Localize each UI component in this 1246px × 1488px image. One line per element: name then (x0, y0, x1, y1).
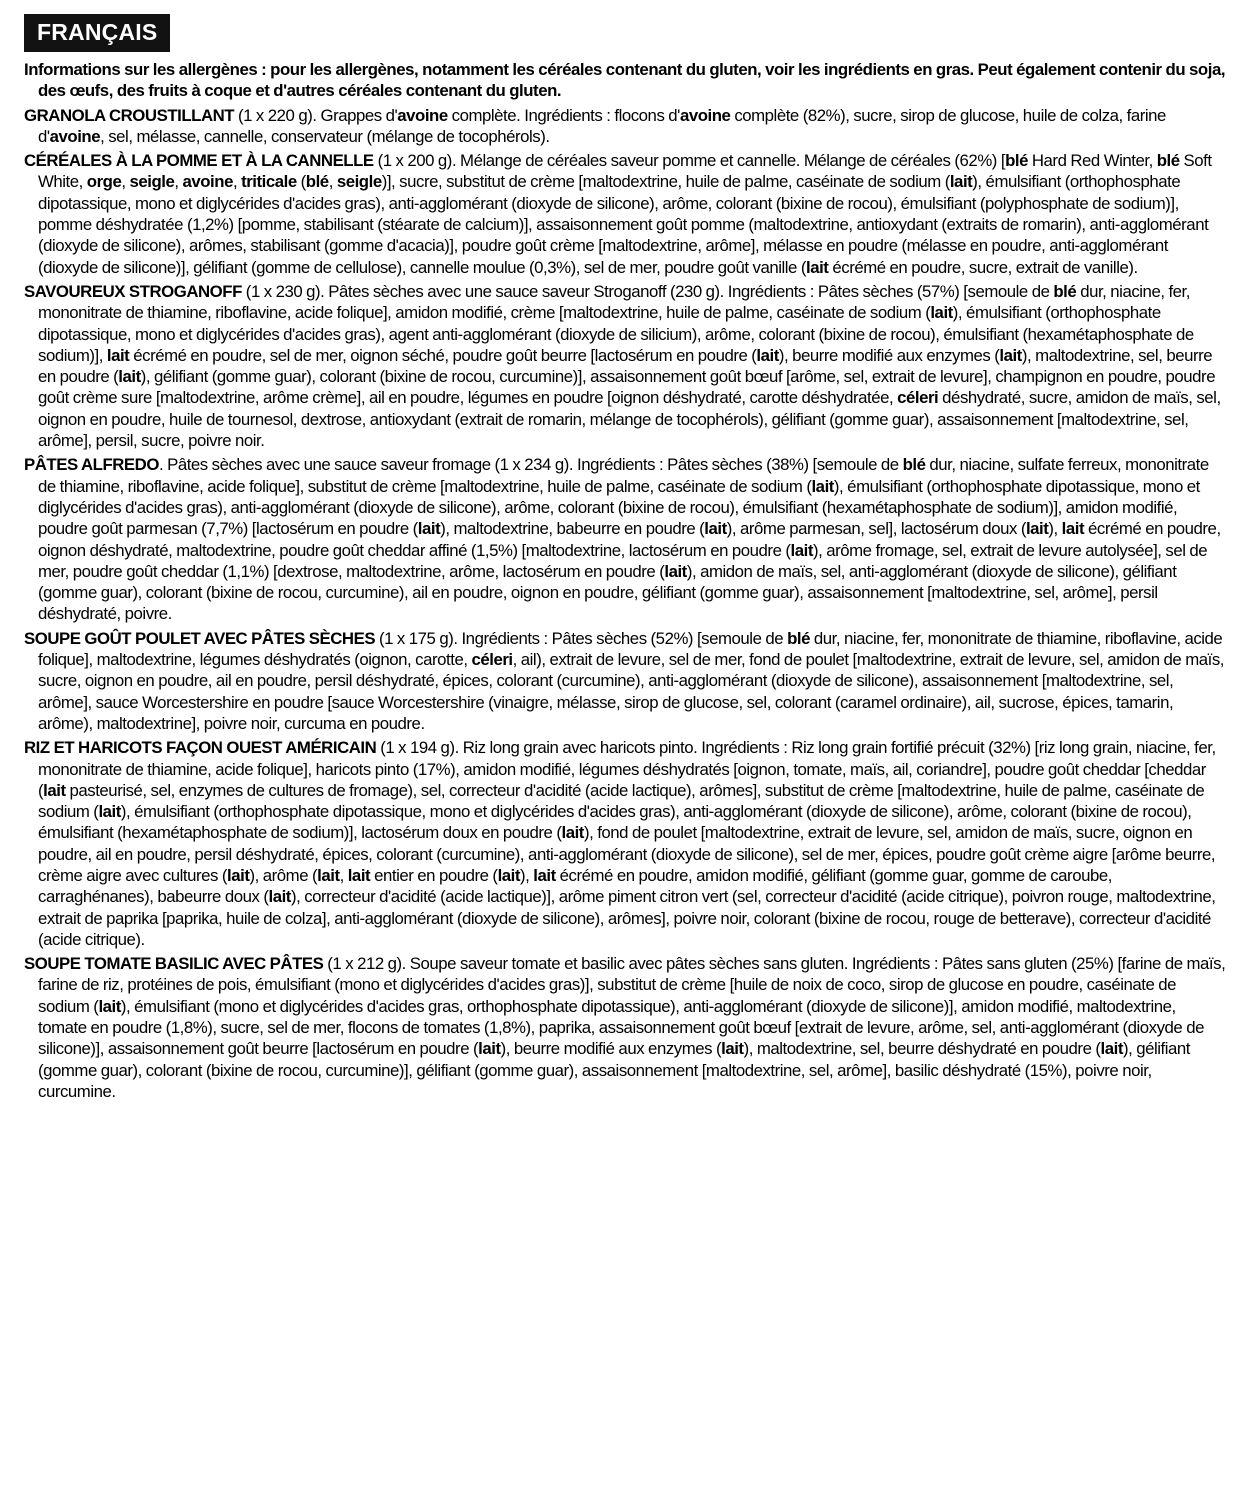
language-tab: FRANÇAIS (24, 14, 170, 52)
product-paragraph-pates-alfredo: PÂTES ALFREDO. Pâtes sèches avec une sauce saveur fromage (1 x 234 g). Ingrédients : Pâtes sèches (38%) [semoule de blé dur, niacine, sulfate ferreux, mononitrate de thiamine, riboflavine, acide folique], substitut de crème [maltodextrine, huile de palme, caséinate de sodium (lait), émulsifiant (orthophosphate dipotassique, mono et diglycérides d'acides gras), anti-agglomérant (dioxyde de silicone), arôme, colorant (bixine de rocou), émulsifiant (hexamétaphosphate de sodium)], amidon modifié, poudre goût parmesan (7,7%) [lactosérum en poudre (lait), maltodextrine, babeurre en poudre (lait), arôme parmesan, sel], lactosérum doux (lait), lait écrémé en poudre, oignon déshydraté, maltodextrine, poudre goût cheddar affiné (1,5%) [maltodextrine, lactosérum en poudre (lait), arôme fromage, sel, extrait de levure autolysée], sel de mer, poudre goût cheddar (1,1%) [dextrose, maltodextrine, arôme, lactosérum en poudre (lait), amidon de maïs, sel, anti-agglomérant (dioxyde de silicone), gélifiant (gomme guar), colorant (bixine de rocou, curcumine), ail en poudre, oignon en poudre, gélifiant (gomme guar), assaisonnement [maltodextrine, sel, arôme], persil déshydraté, poivre. (24, 455, 1221, 624)
product-paragraph-granola-croustillant: GRANOLA CROUSTILLANT (1 x 220 g). Grappes d'avoine complète. Ingrédients : flocons d'avoine complète (82%), sucre, sirop de glucose, huile de colza, farine d'avoine, sel, mélasse, cannelle, conservateur (mélange de tocophérols). (24, 105, 1166, 146)
product-paragraph-riz-haricots: RIZ ET HARICOTS FAÇON OUEST AMÉRICAIN (1 x 194 g). Riz long grain avec haricots pinto. Ingrédients : Riz long grain fortifié précuit (32%) [riz long grain, niacine, fer, mononitrate de thiamine, acide folique], haricots pinto (17%), amidon modifié, légumes déshydratés [oignon, tomate, maïs, ail, coriandre], poudre goût cheddar [cheddar (lait pasteurisé, sel, enzymes de cultures de fromage), sel, correcteur d'acidité (acide lactique), arômes], substitut de crème [maltodextrine, huile de palme, caséinate de sodium (lait), émulsifiant (orthophosphate dipotassique, mono et diglycérides d'acides gras), anti-agglomérant (dioxyde de silicone), arôme, colorant (bixine de rocou), émulsifiant (hexamétaphosphate de sodium)], lactosérum doux en poudre (lait), fond de poulet [maltodextrine, extrait de levure, sel, amidon de maïs, sucre, oignon en poudre, ail en poudre, persil déshydraté, épices, colorant (curcumine), anti-agglomérant (dioxyde de silicone), sel de mer, épices, poudre goût crème aigre [arôme beurre, crème aigre avec cultures (lait), arôme (lait, lait entier en poudre (lait), lait écrémé en poudre, amidon modifié, gélifiant (gomme guar, gomme de caroube, carraghénanes), babeurre doux (lait), correcteur d'acidité (acide lactique)], arôme piment citron vert (sel, correcteur d'acidité (acide citrique), poivron rouge, maltodextrine, extrait de paprika [paprika, huile de colza], anti-agglomérant (dioxyde de silicone), arômes], poivre noir, colorant (bixine de rocou, rouge de betterave), correcteur d'acidité (acide citrique). (24, 738, 1216, 949)
product-paragraph-cereales-pomme-cannelle: CÉRÉALES À LA POMME ET À LA CANNELLE (1 x 200 g). Mélange de céréales saveur pomme et cannelle. Mélange de céréales (62%) [blé Hard Red Winter, blé Soft White, orge, seigle, avoine, triticale (blé, seigle)], sucre, substitut de crème [maltodextrine, huile de palme, caséinate de sodium (lait), émulsifiant (orthophosphate dipotassique, mono et diglycérides d'acides gras), anti-agglomérant (dioxyde de silicone), arôme, colorant (bixine de rocou), émulsifiant (polyphosphate de sodium)], pomme déshydratée (1,2%) [pomme, stabilisant (stéarate de calcium)], assaisonnement goût pomme (maltodextrine, antioxydant (extraits de romarin), anti-agglomérant (dioxyde de silicone), arômes, stabilisant (gomme d'acacia)], poudre goût crème [maltodextrine, arôme], mélasse en poudre (mélasse en poudre, anti-agglomérant (dioxyde de silicone)], gélifiant (gomme de cellulose), cannelle moulue (0,3%), sel de mer, poudre goût vanille (lait écrémé en poudre, sucre, extrait de vanille). (24, 151, 1212, 277)
product-paragraph-soupe-poulet: SOUPE GOÛT POULET AVEC PÂTES SÈCHES (1 x 175 g). Ingrédients : Pâtes sèches (52%) [semoule de blé dur, niacine, fer, mononitrate de thiamine, riboflavine, acide folique], maltodextrine, légumes déshydratés (oignon, carotte, céleri, ail), extrait de levure, sel de mer, fond de poulet [maltodextrine, extrait de levure, sel, amidon de maïs, sucre, oignon en poudre, ail en poudre, persil déshydraté, épices, colorant (curcumine), anti-agglomérant (dioxyde de silicone), assaisonnement [maltodextrine, sel, arôme], sauce Worcestershire en poudre [sauce Worcestershire (vinaigre, mélasse, sirop de glucose, sel, colorant (caramel ordinaire), ail, sucrose, épices, tamarin, arôme), maltodextrine], poivre noir, curcuma en poudre. (24, 628, 1224, 733)
product-paragraph-savoureux-stroganoff: SAVOUREUX STROGANOFF (1 x 230 g). Pâtes sèches avec une sauce saveur Stroganoff (230 g). Ingrédients : Pâtes sèches (57%) [semoule de blé dur, niacine, fer, mononitrate de thiamine, riboflavine, acide folique], amidon modifié, crème [maltodextrine, huile de palme, caséinate de sodium (lait), émulsifiant (orthophosphate dipotassique, mono et diglycérides d'acides gras), agent anti-agglomérant (dioxyde de silicium), arôme, colorant (bixine de rocou), émulsifiant (hexamétaphosphate de sodium)], lait écrémé en poudre, sel de mer, oignon séché, poudre goût beurre [lactosérum en poudre (lait), beurre modifié aux enzymes (lait), maltodextrine, sel, beurre en poudre (lait), gélifiant (gomme guar), colorant (bixine de rocou, curcumine)], assaisonnement goût bœuf [arôme, sel, extrait de levure], champignon en poudre, poudre goût crème sure [maltodextrine, arôme crème], ail en poudre, légumes en poudre [oignon déshydraté, carotte déshydratée, céleri déshydraté, sucre, amidon de maïs, sel, oignon en poudre, huile de tournesol, dextrose, antioxydant (extrait de romarin, mélange de tocophérols), gélifiant (gomme guar), assaisonnement [maltodextrine, sel, arôme], persil, sucre, poivre noir. (24, 281, 1221, 451)
allergen-notice: Informations sur les allergènes : pour les allergènes, notamment les céréales contenant du gluten, voir les ingrédients en gras. Peut également contenir du soja, des œufs, des fruits à coque et d'autres céréales contenant du gluten. (24, 60, 1226, 101)
product-paragraph-soupe-tomate-basilic: SOUPE TOMATE BASILIC AVEC PÂTES (1 x 212 g). Soupe saveur tomate et basilic avec pâtes sèches sans gluten. Ingrédients : Pâtes sans gluten (25%) [farine de maïs, farine de riz, protéines de pois, émulsifiant (mono et diglycérides d'acides gras)], substitut de crème [huile de noix de coco, sirop de glucose en poudre, caséinate de sodium (lait), émulsifiant (mono et diglycérides d'acides gras, orthophosphate dipotassique), anti-agglomérant (dioxyde de silicone)], amidon modifié, maltodextrine, tomate en poudre (1,8%), sucre, sel de mer, flocons de tomates (1,8%), paprika, assaisonnement goût bœuf [extrait de levure, arôme, sel, anti-agglomérant (dioxyde de silicone)], assaisonnement goût beurre [lactosérum en poudre (lait), beurre modifié aux enzymes (lait), maltodextrine, sel, beurre déshydraté en poudre (lait), gélifiant (gomme guar), colorant (bixine de rocou, curcumine)], gélifiant (gomme guar), assaisonnement [maltodextrine, sel, arôme], basilic déshydraté (15%), poivre noir, curcumine. (24, 954, 1226, 1101)
label-text-block (24, 59, 1226, 1102)
